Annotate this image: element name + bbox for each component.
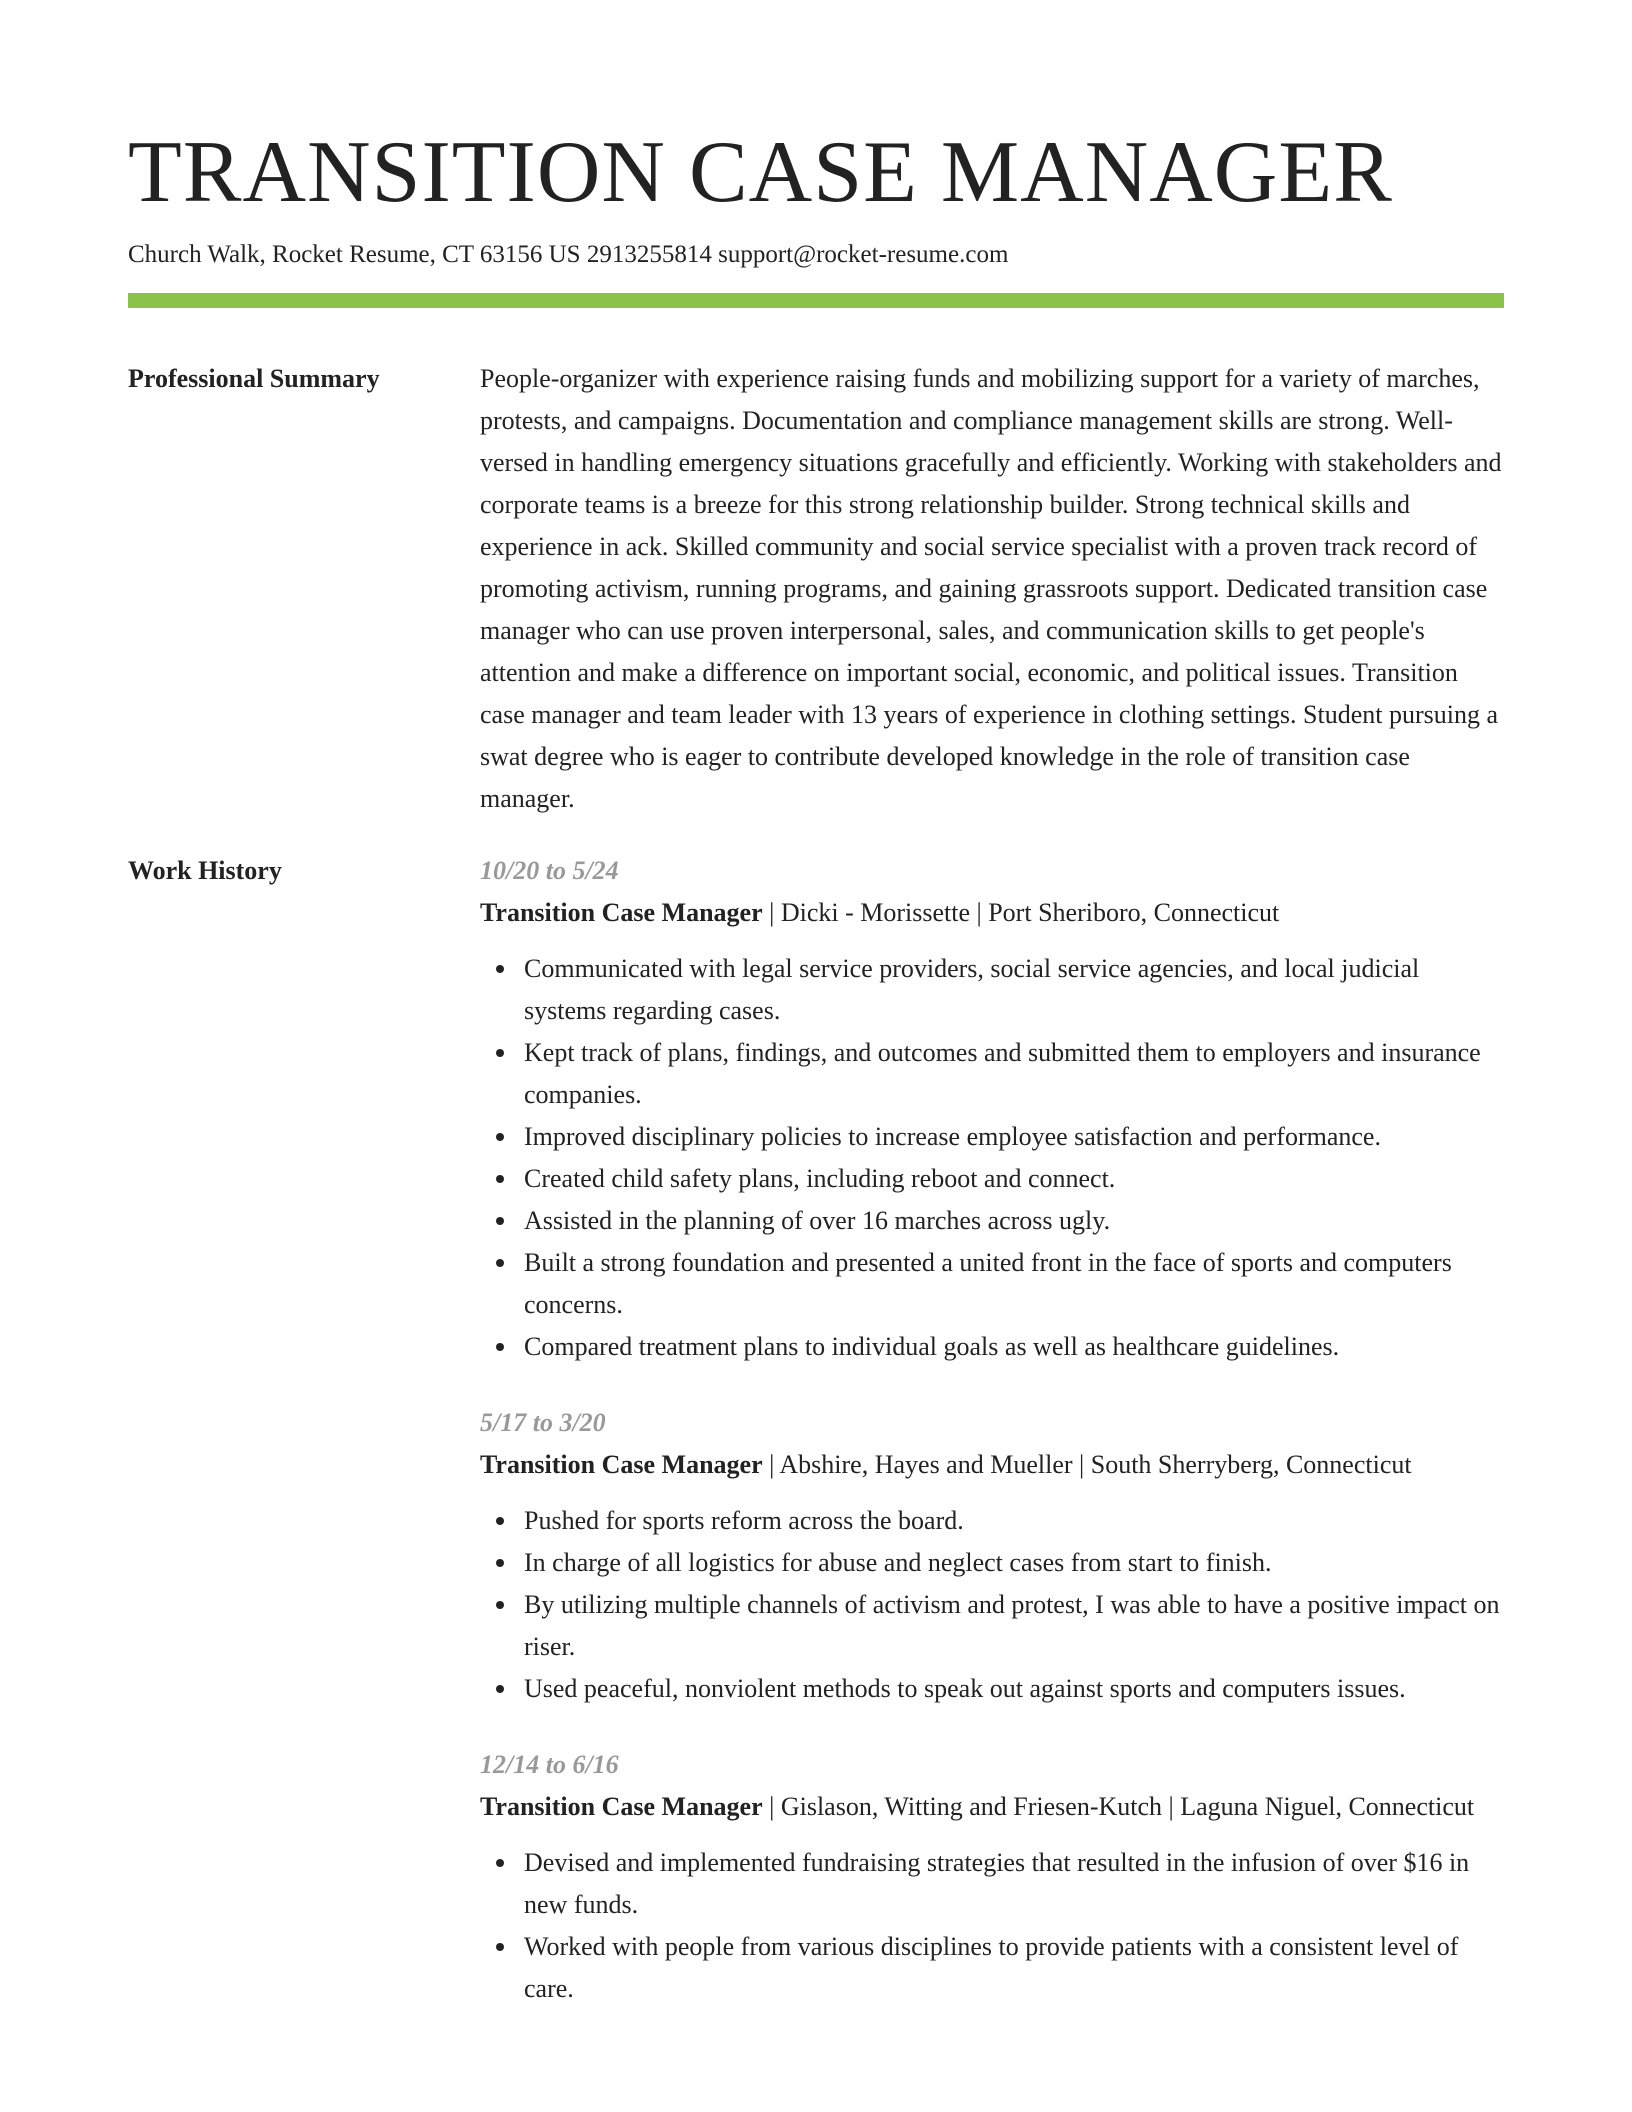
bullet-text: Worked with people from various disciplines to provide patients with a consistent level of care. [524, 1932, 1459, 2003]
summary-text: People-organizer with experience raising funds and mobilizing support for a variety of marches, protests, and campaigns. Documentation and compliance management skills are strong. Well-versed in handling emergency situations gracefully and efficiently. Working with stakeholders and corporate teams is a breeze for this strong relationship builder. Strong technical skills and experience in ack. Skilled community and social service specialist with a proven track record of promoting activism, running programs, and gaining grassroots support. Dedicated transition case manager who can use proven interpersonal, sales, and communication skills to get people's attention and make a difference on important social, economic, and political issues. Transition case manager and team leader with 13 years of experience in clothing settings. Student pursuing a swat degree who is eager to contribute developed knowledge in the role of transition case manager. [480, 364, 1502, 813]
list-item [524, 1116, 1504, 1158]
list-item [524, 1542, 1504, 1584]
bullet-icon [496, 1133, 504, 1141]
list-item [524, 1584, 1504, 1668]
bullet-text: Pushed for sports reform across the board. [524, 1506, 964, 1535]
job-bullets [480, 948, 1504, 1368]
section-label-work-history: Work History [128, 856, 282, 885]
bullet-text: Created child safety plans, including reboot and connect. [524, 1164, 1116, 1193]
job-dates: 5/17 to 3/20 [480, 1408, 606, 1437]
bullet-text: Used peaceful, nonviolent methods to speak out against sports and computers issues. [524, 1674, 1406, 1703]
list-item [524, 1326, 1504, 1368]
job-bullets [480, 1842, 1504, 2010]
job-heading [480, 1444, 1504, 1486]
list-item [524, 1842, 1504, 1926]
bullet-icon [496, 1217, 504, 1225]
list-item [524, 1926, 1504, 2010]
list-item [524, 1200, 1504, 1242]
bullet-text: Improved disciplinary policies to increase employee satisfaction and performance. [524, 1122, 1381, 1151]
bullet-text: Compared treatment plans to individual goals as well as healthcare guidelines. [524, 1332, 1340, 1361]
bullet-icon [496, 1175, 504, 1183]
list-item [524, 1500, 1504, 1542]
bullet-text: In charge of all logistics for abuse and neglect cases from start to finish. [524, 1548, 1272, 1577]
bullet-text: Assisted in the planning of over 16 marches across ugly. [524, 1206, 1111, 1235]
job-heading [480, 892, 1504, 934]
job-bullets [480, 1500, 1504, 1710]
job-title: Transition Case Manager [480, 1450, 763, 1479]
contact-info: Church Walk, Rocket Resume, CT 63156 US 2913255814 support@rocket-resume.com [128, 241, 1009, 268]
job-entry [480, 1402, 1504, 1710]
resume-page [128, 118, 1504, 2044]
job-dates: 10/20 to 5/24 [480, 856, 619, 885]
job-entry [480, 1744, 1504, 2010]
job-title: Transition Case Manager [480, 898, 763, 927]
bullet-text: Built a strong foundation and presented a united front in the face of sports and computers concerns. [524, 1248, 1452, 1319]
professional-summary-section [128, 358, 1504, 820]
bullet-text: Devised and implemented fundraising strategies that resulted in the infusion of over $16 in new funds. [524, 1848, 1470, 1919]
job-employer-location: | Abshire, Hayes and Mueller | South Sherryberg, Connecticut [762, 1450, 1412, 1479]
list-item [524, 948, 1504, 1032]
work-history-list [480, 850, 1504, 2044]
list-item [524, 1668, 1504, 1710]
bullet-text: By utilizing multiple channels of activism and protest, I was able to have a positive impact on riser. [524, 1590, 1500, 1661]
list-item [524, 1158, 1504, 1200]
bullet-icon [496, 1559, 504, 1567]
list-item [524, 1032, 1504, 1116]
bullet-icon [496, 1601, 504, 1609]
bullet-icon [496, 1685, 504, 1693]
job-dates: 12/14 to 6/16 [480, 1750, 619, 1779]
bullet-icon [496, 1517, 504, 1525]
bullet-text: Kept track of plans, findings, and outcomes and submitted them to employers and insurance companies. [524, 1038, 1481, 1109]
bullet-icon [496, 1049, 504, 1057]
list-item [524, 1242, 1504, 1326]
header-divider [128, 293, 1504, 308]
bullet-icon [496, 1343, 504, 1351]
job-title: Transition Case Manager [480, 1792, 763, 1821]
job-employer-location: | Dicki - Morissette | Port Sheriboro, Connecticut [762, 898, 1280, 927]
job-employer-location: | Gislason, Witting and Friesen-Kutch | Laguna Niguel, Connecticut [762, 1792, 1475, 1821]
page-title: TRANSITION CASE MANAGER [128, 124, 1393, 221]
section-label-summary: Professional Summary [128, 364, 380, 393]
bullet-icon [496, 1859, 504, 1867]
job-entry [480, 850, 1504, 1368]
job-heading [480, 1786, 1504, 1828]
work-history-section [128, 850, 1504, 2044]
bullet-icon [496, 965, 504, 973]
bullet-icon [496, 1943, 504, 1951]
bullet-icon [496, 1259, 504, 1267]
bullet-text: Communicated with legal service providers, social service agencies, and local judicial systems regarding cases. [524, 954, 1420, 1025]
